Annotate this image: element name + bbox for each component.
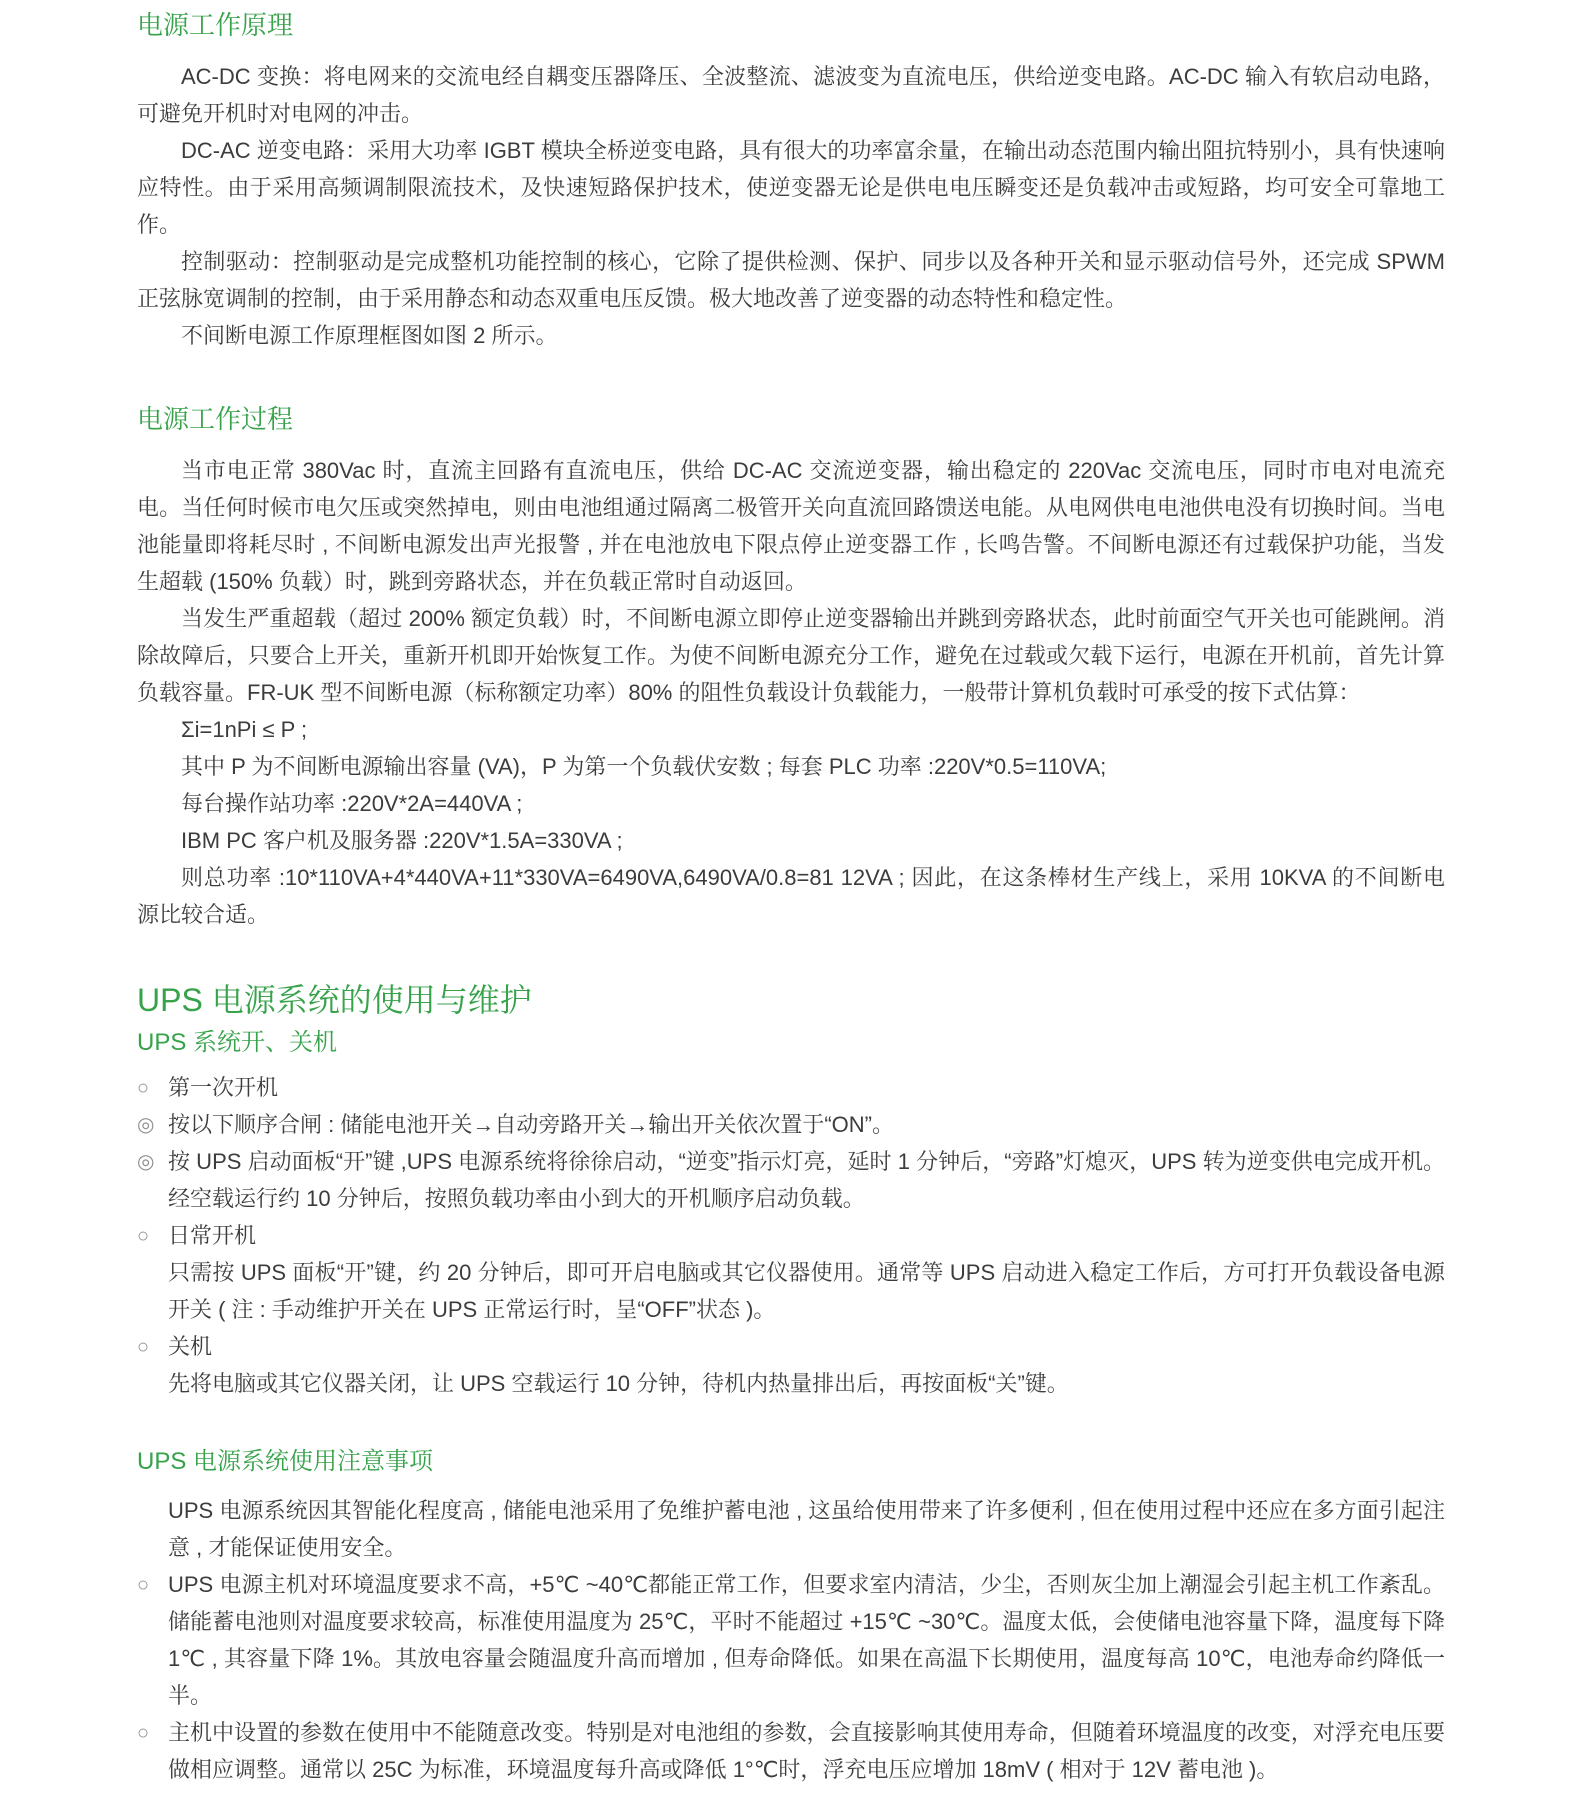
formula-line: IBM PC 客户机及服务器 :220V*1.5A=330VA ; (181, 828, 623, 853)
bullet-circle-icon: ○ (137, 1225, 150, 1247)
bullet-circle-icon: ○ (137, 1336, 150, 1358)
list-item-text: 按以下顺序合闸 : 储能电池开关→自动旁路开关→输出开关依次置于“ON”。 (168, 1112, 894, 1137)
list-item-text: 按 UPS 启动面板“开”键 ,UPS 电源系统将徐徐启动，“逆变”指示灯亮，延时 1 分钟后，“旁路”灯熄灭，UPS 转为逆变供电完成开机。经空载运行约 10 分钟后，按照负载功率由小到大的开机顺序启动负载。 (168, 1149, 1445, 1211)
list-item-continuation (137, 1365, 1445, 1402)
list-item-text: 先将电脑或其它仪器关闭，让 UPS 空载运行 10 分钟，待机内热量排出后，再按面板“关”键。 (168, 1371, 1069, 1396)
list-item (137, 1143, 1445, 1217)
paragraph: UPS 电源系统因其智能化程度高 , 储能电池采用了免维护蓄电池 , 这虽给使用带来了许多便利 , 但在使用过程中还应在多方面引起注意 , 才能保证使用安全。 (168, 1498, 1445, 1560)
bullet-circle-icon: ○ (137, 1077, 150, 1099)
section-principle (137, 8, 1445, 354)
section-heading-notes: UPS 电源系统使用注意事项 (137, 1448, 434, 1475)
section-process (137, 402, 1445, 933)
section-usage (137, 979, 1445, 1402)
section-heading-process: 电源工作过程 (137, 404, 294, 434)
list-item (137, 1217, 1445, 1254)
section-heading-principle: 电源工作原理 (137, 10, 294, 40)
bullet-circle-icon: ○ (137, 1574, 150, 1596)
list-item-text: 第一次开机 (168, 1075, 279, 1100)
list-item-continuation (137, 1254, 1445, 1328)
paragraph: 当发生严重超载（超过 200% 额定负载）时，不间断电源立即停止逆变器输出并跳到旁路状态，此时前面空气开关也可能跳闸。消除故障后，只要合上开关，重新开机即开始恢复工作。为使不间断电源充分工作，避免在过载或欠载下运行，电源在开机前，首先计算负载容量。FR-UK 型不间断电源（标称额定功率）80% 的阻性负载设计负载能力，一般带计算机负载时可承受的按下式估算： (137, 606, 1445, 705)
paragraph: 不间断电源工作原理框图如图 2 所示。 (181, 323, 558, 348)
list-item-text: 关机 (168, 1334, 213, 1359)
formula-line: Σi=1nPi ≤ P ; (181, 717, 308, 742)
formula-line: 每台操作站功率 :220V*2A=440VA ; (181, 791, 523, 816)
list-item (137, 1714, 1445, 1788)
paragraph: DC-AC 逆变电路：采用大功率 IGBT 模块全桥逆变电路，具有很大的功率富余量，在输出动态范围内输出阻抗特别小，具有快速响应特性。由于采用高频调制限流技术，及快速短路保护技术，使逆变器无论是供电电压瞬变还是负载冲击或短路，均可安全可靠地工作。 (137, 138, 1445, 237)
section-subheading-startup-shutdown: UPS 系统开、关机 (137, 1029, 338, 1056)
bullet-circle-icon: ○ (137, 1722, 150, 1744)
section-heading-usage: UPS 电源系统的使用与维护 (137, 982, 532, 1018)
list-item-text: 只需按 UPS 面板“开”键，约 20 分钟后，即可开启电脑或其它仪器使用。通常等 UPS 启动进入稳定工作后，方可打开负载设备电源开关 ( 注 : 手动维护开关在 UPS 正常运行时，呈“OFF”状态 )。 (168, 1260, 1445, 1322)
list-item (137, 1106, 1445, 1143)
list-item-text: 日常开机 (168, 1223, 257, 1248)
bullet-bullseye-icon: ◎ (137, 1114, 155, 1136)
formula-line: 其中 P 为不间断电源输出容量 (VA)，P 为第一个负载伏安数 ; 每套 PLC 功率 :220V*0.5=110VA; (181, 754, 1107, 779)
section-notes (137, 1446, 1445, 1788)
bullet-bullseye-icon: ◎ (137, 1151, 155, 1173)
list-item (137, 1566, 1445, 1714)
paragraph: AC-DC 变换：将电网来的交流电经自耦变压器降压、全波整流、滤波变为直流电压，供给逆变电路。AC-DC 输入有软启动电路，可避免开机时对电网的冲击。 (137, 64, 1445, 126)
list-item-text: 主机中设置的参数在使用中不能随意改变。特别是对电池组的参数，会直接影响其使用寿命，但随着环境温度的改变，对浮充电压要做相应调整。通常以 25C 为标准，环境温度每升高或降低 1°℃时，浮充电压应增加 18mV ( 相对于 12V 蓄电池 )。 (168, 1720, 1445, 1782)
list-item (137, 1328, 1445, 1365)
paragraph: 则总功率 :10*110VA+4*440VA+11*330VA=6490VA,6490VA/0.8=81 12VA ; 因此，在这条棒材生产线上，采用 10KVA 的不间断电源比较合适。 (137, 865, 1445, 927)
paragraph: 当市电正常 380Vac 时，直流主回路有直流电压，供给 DC-AC 交流逆变器，输出稳定的 220Vac 交流电压，同时市电对电流充电。当任何时候市电欠压或突然掉电，则由电池组通过隔离二极管开关向直流回路馈送电能。从电网供电电池供电没有切换时间。当电池能量即将耗尽时 , 不间断电源发出声光报警 , 并在电池放电下限点停止逆变器工作 , 长鸣告警。不间断电源还有过载保护功能，当发生超载 (150% 负载）时，跳到旁路状态，并在负载正常时自动返回。 (137, 458, 1445, 594)
list-item (137, 1069, 1445, 1106)
paragraph: 控制驱动：控制驱动是完成整机功能控制的核心，它除了提供检测、保护、同步以及各种开关和显示驱动信号外，还完成 SPWM 正弦脉宽调制的控制，由于采用静态和动态双重电压反馈。极大地改善了逆变器的动态特性和稳定性。 (137, 249, 1445, 311)
list-item-text: UPS 电源主机对环境温度要求不高，+5℃ ~40℃都能正常工作，但要求室内清洁，少尘，否则灰尘加上潮湿会引起主机工作紊乱。储能蓄电池则对温度要求较高，标准使用温度为 25℃，平时不能超过 +15℃ ~30℃。温度太低，会使储电池容量下降，温度每下降 1℃ , 其容量下降 1%。其放电容量会随温度升高而增加 , 但寿命降低。如果在高温下长期使用，温度每高 10℃，电池寿命约降低一半。 (168, 1572, 1445, 1708)
